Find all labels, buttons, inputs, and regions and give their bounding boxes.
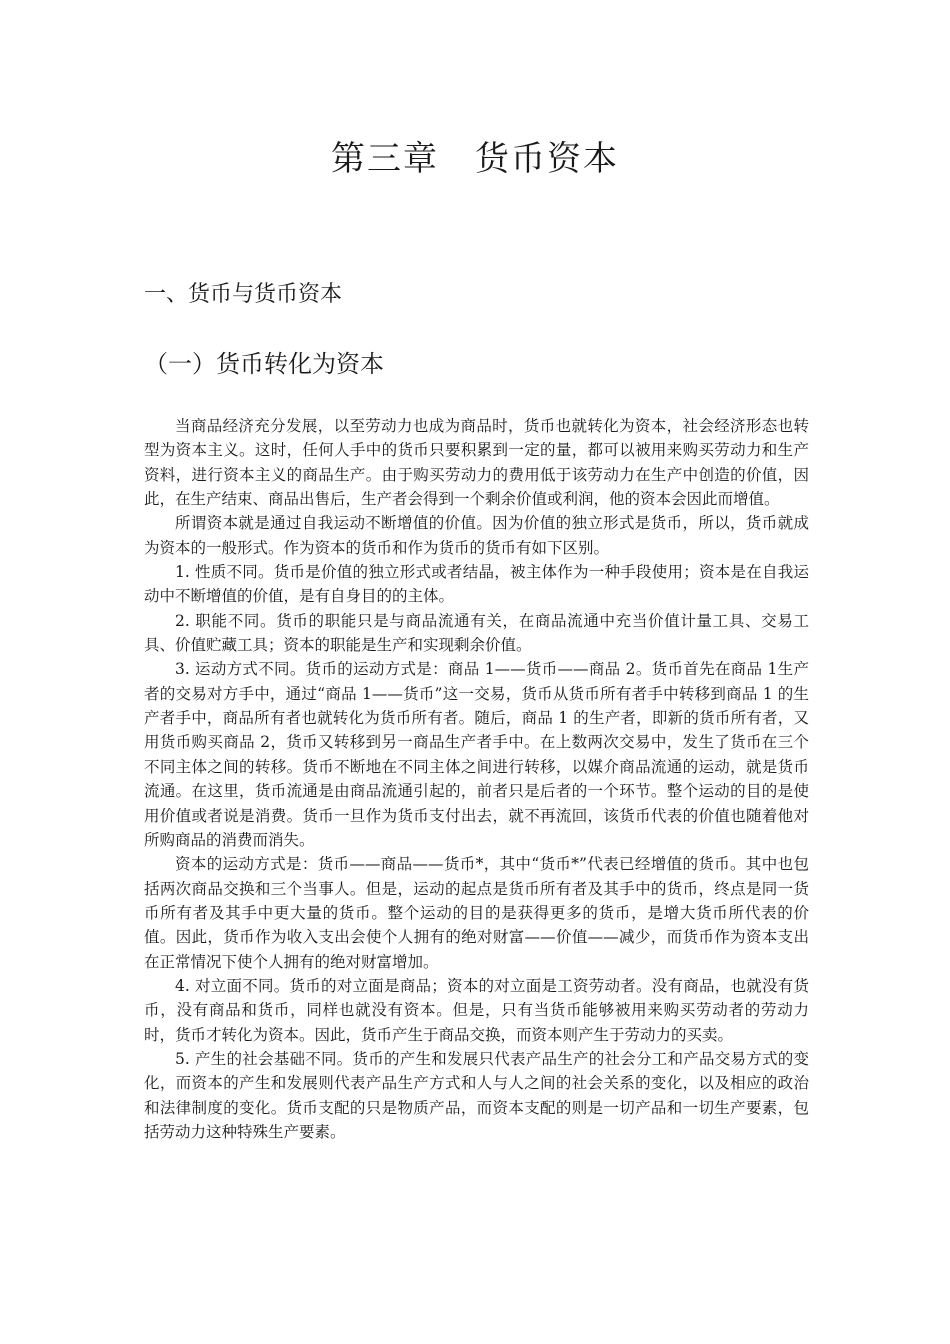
paragraph: 当商品经济充分发展，以至劳动力也成为商品时，货币也就转化为资本，社会经济形态也转型为资本主义。这时，任何人手中的货币只要积累到一定的量，都可以被用来购买劳动力和生产资料，进行资本主义的商品生产。由于购买劳动力的费用低于该劳动力在生产中创造的价值，因此，在生产结束、商品出售后，生产者会得到一个剩余价值或利润，他的资本会因此而增值。 (144, 417, 809, 509)
chapter-title: 第三章 货币资本 (331, 139, 619, 179)
paragraph: 所谓资本就是通过自我运动不断增值的价值。因为价值的独立形式是货币，所以，货币就成为资本的一般形式。作为资本的货币和作为货币的货币有如下区别。 (144, 514, 809, 557)
paragraph: 4. 对立面不同。货币的对立面是商品；资本的对立面是工资劳动者。没有商品，也就没有货币，没有商品和货币，同样也就没有资本。但是，只有当货币能够被用来购买劳动者的劳动力时，货币才转化为资本。因此，货币产生于商品交换，而资本则产生于劳动力的买卖。 (144, 976, 809, 1044)
subsection-heading: （一）货币转化为资本 (144, 350, 384, 378)
paragraph: 5. 产生的社会基础不同。货币的产生和发展只代表产品生产的社会分工和产品交易方式的变化，而资本的产生和发展则代表产品生产方式和人与人之间的社会关系的变化，以及相应的政治和法律制度的变化。货币支配的只是物质产品，而资本支配的则是一切产品和一切生产要素，包括劳动力这种特殊生产要素。 (144, 1049, 809, 1141)
paragraph: 3. 运动方式不同。货币的运动方式是：商品 1——货币——商品 2。货币首先在商品 1生产者的交易对方手中，通过“商品 1——货币”这一交易，货币从货币所有者手中转移到商品 1 的生产者手中，商品所有者也就转化为货币所有者。随后，商品 1 的生产者，即新的货币所有者，又用货币购买商品 2，货币又转移到另一商品生产者手中。在上数两次交易中，发生了货币在三个不同主体之间的转移。货币不断地在不同主体之间进行转移，以媒介商品流通的运动，就是货币流通。在这里，货币流通是由商品流通引起的，前者只是后者的一个环节。整个运动的目的是使用价值或者说是消费。货币一旦作为货币支付出去，就不再流回，该货币代表的价值也随着他对所购商品的消费而消失。 (144, 660, 809, 849)
paragraph: 2. 职能不同。货币的职能只是与商品流通有关，在商品流通中充当价值计量工具、交易工具、价值贮藏工具；资本的职能是生产和实现剩余价值。 (144, 611, 809, 655)
body-text (144, 414, 809, 1144)
section-heading: 一、货币与货币资本 (144, 282, 343, 307)
paragraph: 资本的运动方式是：货币——商品——货币*，其中“货币*”代表已经增值的货币。其中也包括两次商品交换和三个当事人。但是，运动的起点是货币所有者及其手中的货币，终点是同一货币所有者及其手中更大量的货币。整个运动的目的是获得更多的货币，是增大货币所代表的价值。因此，货币作为收入支出会使个人拥有的绝对财富——价值——减少，而货币作为资本支出在正常情况下使个人拥有的绝对财富增加。 (144, 855, 809, 971)
paragraph: 1. 性质不同。货币是价值的独立形式或者结晶，被主体作为一种手段使用；资本是在自我运动中不断增值的价值，是有自身目的的主体。 (144, 563, 809, 606)
